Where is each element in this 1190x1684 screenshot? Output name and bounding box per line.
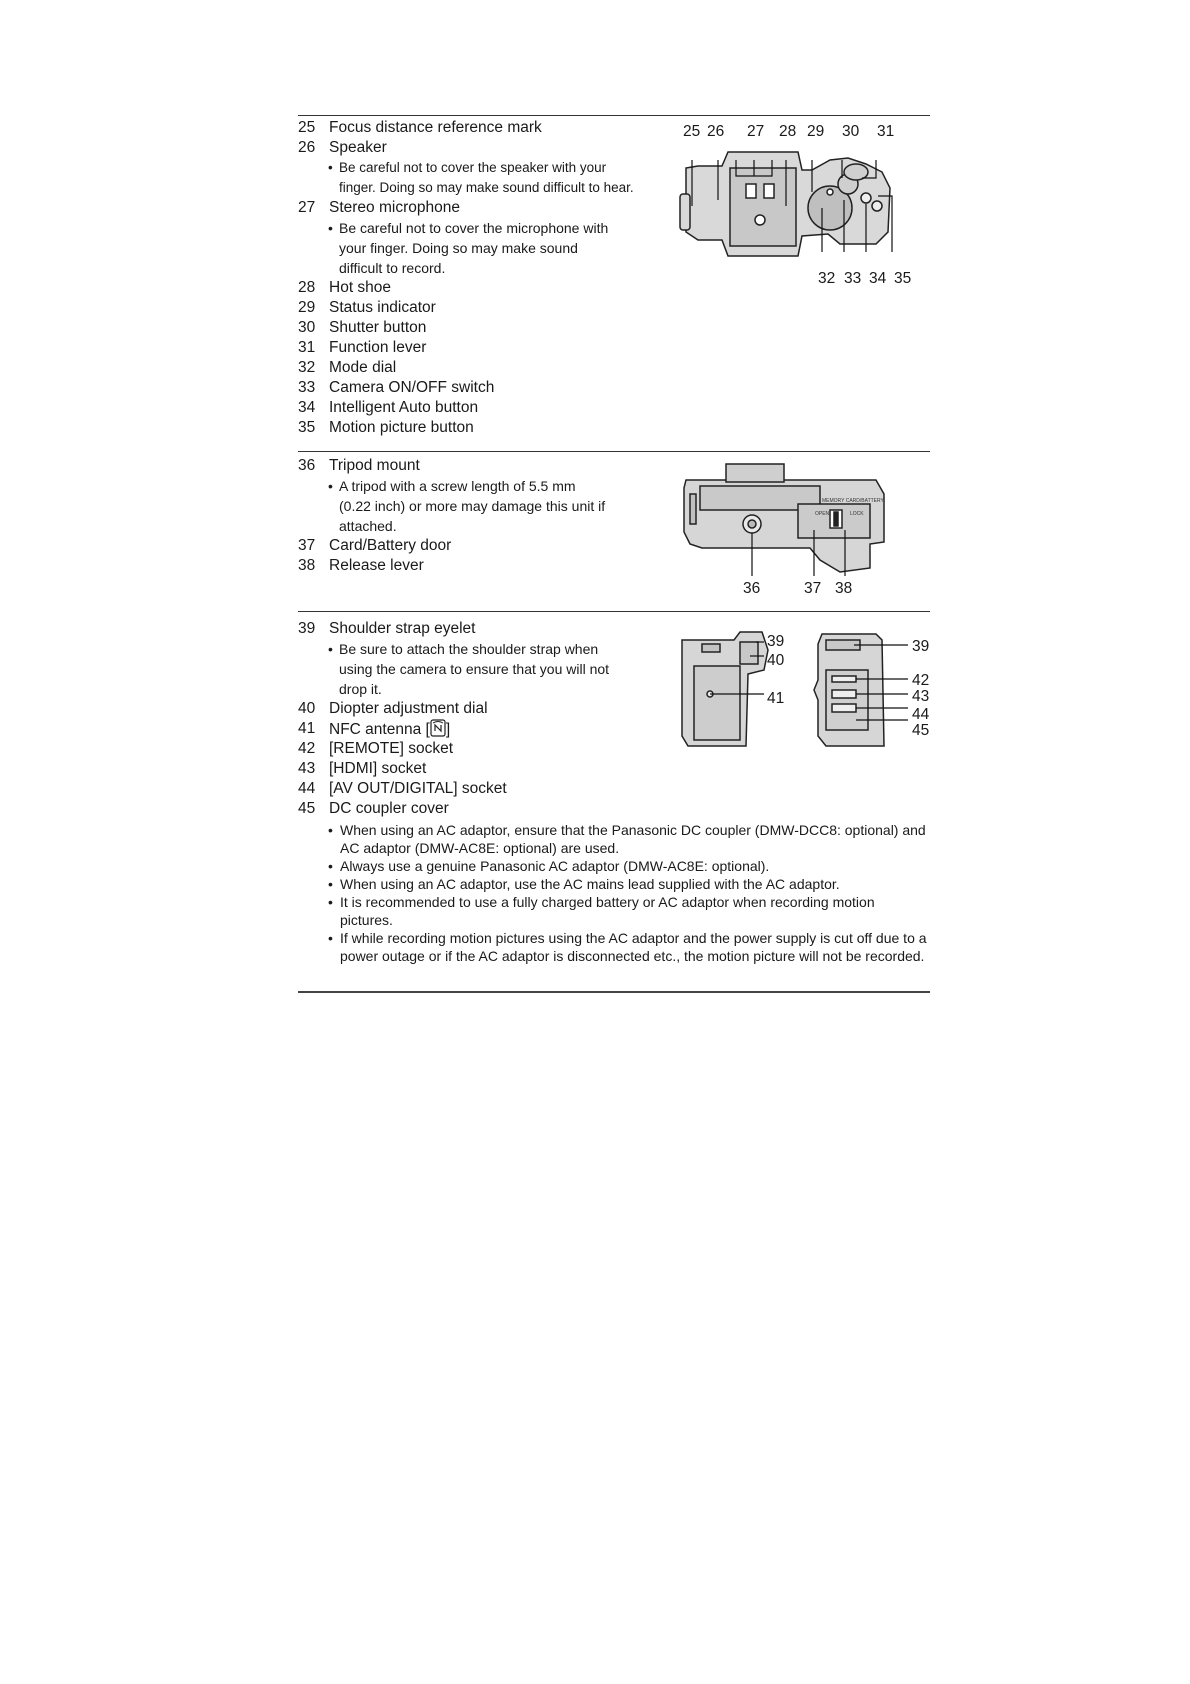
callout-39-left: 39 xyxy=(767,633,785,650)
item-label: Shoulder strap eyelet xyxy=(329,620,476,637)
dc-note-1: • When using an AC adaptor, ensure that the Panasonic DC coupler (DMW-DCC8: optional) and AC adaptor (DMW-AC8E: optional) are used. xyxy=(328,821,928,857)
callout-32: 32 xyxy=(818,270,836,287)
item-number: 41 xyxy=(298,720,316,737)
item-number: 29 xyxy=(298,299,316,316)
item-number: 40 xyxy=(298,700,316,717)
speaker-note-line-2: finger. Doing so may make sound difficult to hear. xyxy=(339,180,634,195)
camera-left-side-diagram xyxy=(678,630,778,750)
tripod-note-line-2: (0.22 inch) or more may damage this unit if xyxy=(339,498,606,514)
camera-right-side-diagram xyxy=(812,630,912,750)
item-number: 27 xyxy=(298,199,316,216)
item-number: 33 xyxy=(298,379,316,396)
item-label: Mode dial xyxy=(329,359,397,376)
item-label-suffix: ] xyxy=(445,721,451,738)
callout-30: 30 xyxy=(842,123,860,140)
item-label: [HDMI] socket xyxy=(329,760,427,777)
strap-note-line-1: Be sure to attach the shoulder strap when xyxy=(339,641,599,657)
callout-top-row xyxy=(683,123,895,141)
item-number: 43 xyxy=(298,760,316,777)
mic-note-line-1: Be careful not to cover the microphone with xyxy=(339,220,609,236)
item-label: Hot shoe xyxy=(329,279,392,296)
callout-33: 33 xyxy=(844,270,862,287)
item-label: DC coupler cover xyxy=(329,800,449,817)
item-label: Camera ON/OFF switch xyxy=(329,379,495,396)
dc-note-text: When using an AC adaptor, use the AC mains lead supplied with the AC adaptor. xyxy=(340,876,840,892)
dc-note-text: It is recommended to use a fully charged battery or AC adaptor when recording motion pictures. xyxy=(340,894,875,928)
section-divider-top xyxy=(298,115,930,116)
item-label: Release lever xyxy=(329,557,424,574)
callout-31: 31 xyxy=(877,123,895,140)
item-label: Card/Battery door xyxy=(329,537,452,554)
callout-40: 40 xyxy=(767,652,785,669)
callout-25: 25 xyxy=(683,123,701,140)
item-label: [AV OUT/DIGITAL] socket xyxy=(329,780,507,797)
item-number: 34 xyxy=(298,399,316,416)
item-label: Status indicator xyxy=(329,299,436,316)
item-number: 36 xyxy=(298,457,316,474)
item-number: 31 xyxy=(298,339,316,356)
strap-note-line-2: using the camera to ensure that you will not xyxy=(339,661,610,677)
callout-34: 34 xyxy=(869,270,887,287)
item-label: Diopter adjustment dial xyxy=(329,700,488,717)
item-number: 28 xyxy=(298,279,316,296)
callout-35: 35 xyxy=(894,270,912,287)
item-label: Tripod mount xyxy=(329,457,420,474)
item-number: 32 xyxy=(298,359,316,376)
camera-bottom-view-diagram xyxy=(680,464,890,584)
dc-note-text: Always use a genuine Panasonic AC adaptor (DMW-AC8E: optional). xyxy=(340,858,770,874)
bullet: • xyxy=(328,478,333,494)
section-divider-bottom xyxy=(298,991,930,993)
bullet: • xyxy=(328,220,333,236)
dc-note-2: • Always use a genuine Panasonic AC adaptor (DMW-AC8E: optional). xyxy=(328,857,928,875)
dc-note-text: When using an AC adaptor, ensure that the Panasonic DC coupler (DMW-DCC8: optional) and AC adaptor (DMW-AC8E: optional) are used. xyxy=(340,822,926,856)
callout-29: 29 xyxy=(807,123,825,140)
door-title: MEMORY CARD/BATTERY xyxy=(822,498,884,504)
mic-note-line-2: your finger. Doing so may make sound xyxy=(339,240,578,256)
item-number: 37 xyxy=(298,537,316,554)
callout-row-section2 xyxy=(743,580,853,598)
item-number: 38 xyxy=(298,557,316,574)
item-number: 30 xyxy=(298,319,316,336)
door-printing xyxy=(822,498,884,504)
callout-44: 44 xyxy=(912,706,930,723)
callout-38: 38 xyxy=(835,580,853,597)
item-label: Speaker xyxy=(329,139,387,156)
item-label: Shutter button xyxy=(329,319,427,336)
dc-note-text: If while recording motion pictures using the AC adaptor and the power supply is cut off due to a power outage or if the AC adaptor is disconnected etc., the motion picture will not be recorded. xyxy=(340,930,927,964)
item-number: 42 xyxy=(298,740,316,757)
speaker-note-line-1: Be careful not to cover the speaker with your xyxy=(339,160,607,175)
callout-bottom-row xyxy=(818,270,912,288)
dc-note-3: • When using an AC adaptor, use the AC mains lead supplied with the AC adaptor. xyxy=(328,875,928,893)
camera-top-view-diagram xyxy=(680,148,920,268)
item-number: 35 xyxy=(298,419,316,436)
item-label: Intelligent Auto button xyxy=(329,399,479,416)
mic-note-line-3: difficult to record. xyxy=(339,260,446,276)
item-number: 39 xyxy=(298,620,316,637)
item-number: 25 xyxy=(298,119,316,136)
section-divider-2 xyxy=(298,451,930,452)
item-label: NFC antenna [ xyxy=(329,721,430,738)
strap-note-line-3: drop it. xyxy=(339,681,382,697)
callout-41: 41 xyxy=(767,690,785,707)
tripod-note-line-3: attached. xyxy=(339,518,397,534)
bullet: • xyxy=(328,160,333,175)
item-number: 44 xyxy=(298,780,316,797)
tripod-note-line-1: A tripod with a screw length of 5.5 mm xyxy=(339,478,576,494)
callout-43: 43 xyxy=(912,688,930,705)
callout-45: 45 xyxy=(912,722,930,739)
item-label: Stereo microphone xyxy=(329,199,460,216)
callout-26: 26 xyxy=(707,123,725,140)
section-divider-3 xyxy=(298,611,930,612)
callout-36: 36 xyxy=(743,580,761,597)
item-label: [REMOTE] socket xyxy=(329,740,454,757)
item-label: Focus distance reference mark xyxy=(329,119,542,136)
callout-42: 42 xyxy=(912,672,930,689)
callout-37: 37 xyxy=(804,580,822,597)
dc-note-5: • If while recording motion pictures using the AC adaptor and the power supply is cut off due to a power outage or if the AC adaptor is disconnected etc., the motion picture will not be recorded. xyxy=(328,930,927,964)
door-lock-label: LOCK xyxy=(850,511,864,517)
callout-28: 28 xyxy=(779,123,797,140)
item-number: 45 xyxy=(298,800,316,817)
callout-27: 27 xyxy=(747,123,765,140)
item-number: 26 xyxy=(298,139,316,156)
item-label: Function lever xyxy=(329,339,427,356)
bullet: • xyxy=(328,641,333,657)
door-open-label: OPEN xyxy=(815,511,830,517)
nfc-icon xyxy=(430,719,446,737)
dc-note-4: • It is recommended to use a fully charged battery or AC adaptor when recording motion pictures. xyxy=(328,893,928,929)
item-label: Motion picture button xyxy=(329,419,474,436)
callout-39-right: 39 xyxy=(912,638,930,655)
